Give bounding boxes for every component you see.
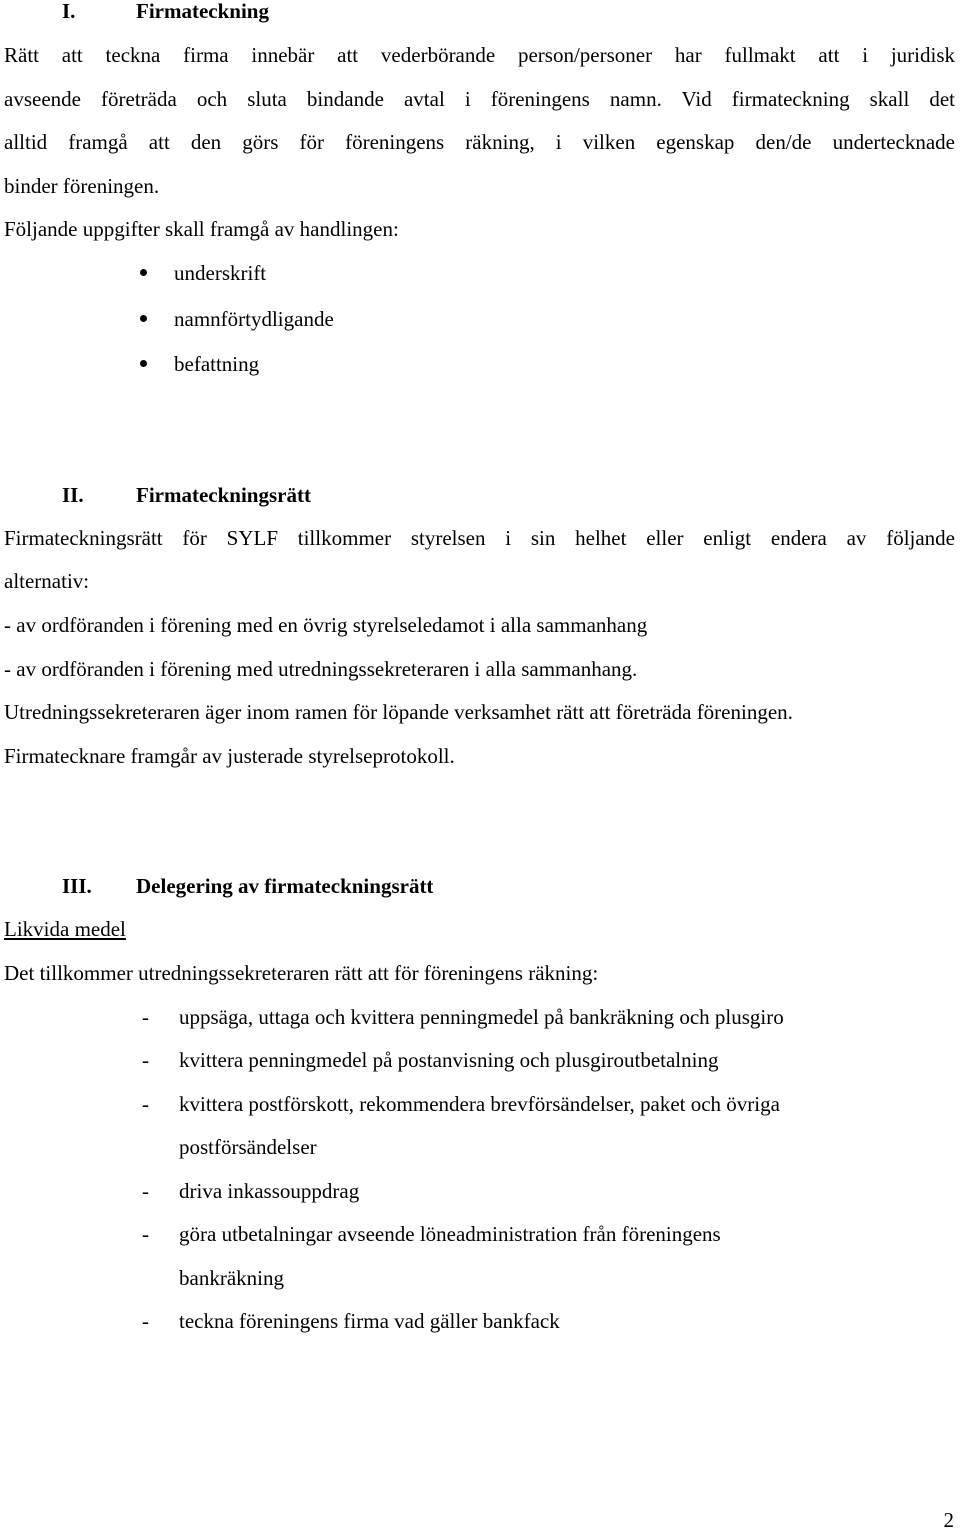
- list-dash: -: [142, 1179, 149, 1203]
- list-item: teckna föreningens firma vad gäller bankfack: [179, 1309, 560, 1333]
- section-1-para-line: avseende företräda och sluta bindande avtal i föreningens namn. Vid firmateckning skall det: [4, 87, 955, 111]
- list-dash: -: [142, 1309, 149, 1333]
- list-item: göra utbetalningar avseende löneadministration från föreningens: [179, 1222, 721, 1246]
- page-number: 2: [943, 1508, 954, 1532]
- section-2-number: II.: [62, 483, 84, 507]
- section-2-line: Utredningssekreteraren äger inom ramen för löpande verksamhet rätt att företräda föreningen.: [4, 700, 793, 724]
- bullet-icon: [140, 269, 147, 276]
- list-item: driva inkassouppdrag: [179, 1179, 360, 1203]
- section-1-para-line: Rätt att teckna firma innebär att vederbörande person/personer har fullmakt att i juridisk: [4, 43, 955, 67]
- bullet-icon: [140, 360, 147, 367]
- section-3-intro: Det tillkommer utredningssekreteraren rätt att för föreningens räkning:: [4, 961, 599, 985]
- list-dash: -: [142, 1092, 149, 1116]
- bullet-item: befattning: [174, 352, 260, 376]
- section-3-number: III.: [62, 874, 92, 898]
- section-3-subheading: Likvida medel: [4, 917, 126, 941]
- bullet-item: namnförtydligande: [174, 307, 334, 331]
- bullet-item: underskrift: [174, 261, 267, 285]
- section-1-number: I.: [62, 0, 76, 23]
- section-1-para-line: alltid framgå att den görs för föreningens räkning, i vilken egenskap den/de undertecknade: [4, 130, 955, 154]
- section-2-line: - av ordföranden i förening med utredningssekreteraren i alla sammanhang.: [4, 657, 638, 681]
- section-1-para-line: binder föreningen.: [4, 174, 160, 198]
- list-dash: -: [142, 1048, 149, 1072]
- section-2-title: Firmateckningsrätt: [136, 483, 311, 507]
- list-item-continuation: postförsändelser: [179, 1135, 317, 1159]
- section-1-title: Firmateckning: [136, 0, 269, 23]
- section-2-para-line: alternativ:: [4, 569, 90, 593]
- list-dash: -: [142, 1005, 149, 1029]
- section-2-line: Firmatecknare framgår av justerade styrelseprotokoll.: [4, 744, 455, 768]
- section-1-intro: Följande uppgifter skall framgå av handlingen:: [4, 217, 399, 241]
- section-2-para-line: Firmateckningsrätt för SYLF tillkommer styrelsen i sin helhet eller enligt endera av följande: [4, 526, 955, 550]
- section-2-line: - av ordföranden i förening med en övrig styrelseledamot i alla sammanhang: [4, 613, 648, 637]
- list-item: uppsäga, uttaga och kvittera penningmedel på bankräkning och plusgiro: [179, 1005, 784, 1029]
- list-item: kvittera postförskott, rekommendera brevförsändelser, paket och övriga: [179, 1092, 780, 1116]
- section-3-title: Delegering av firmateckningsrätt: [136, 874, 434, 898]
- list-dash: -: [142, 1222, 149, 1246]
- list-item-continuation: bankräkning: [179, 1266, 284, 1290]
- bullet-icon: [140, 315, 147, 322]
- list-item: kvittera penningmedel på postanvisning och plusgiroutbetalning: [179, 1048, 719, 1072]
